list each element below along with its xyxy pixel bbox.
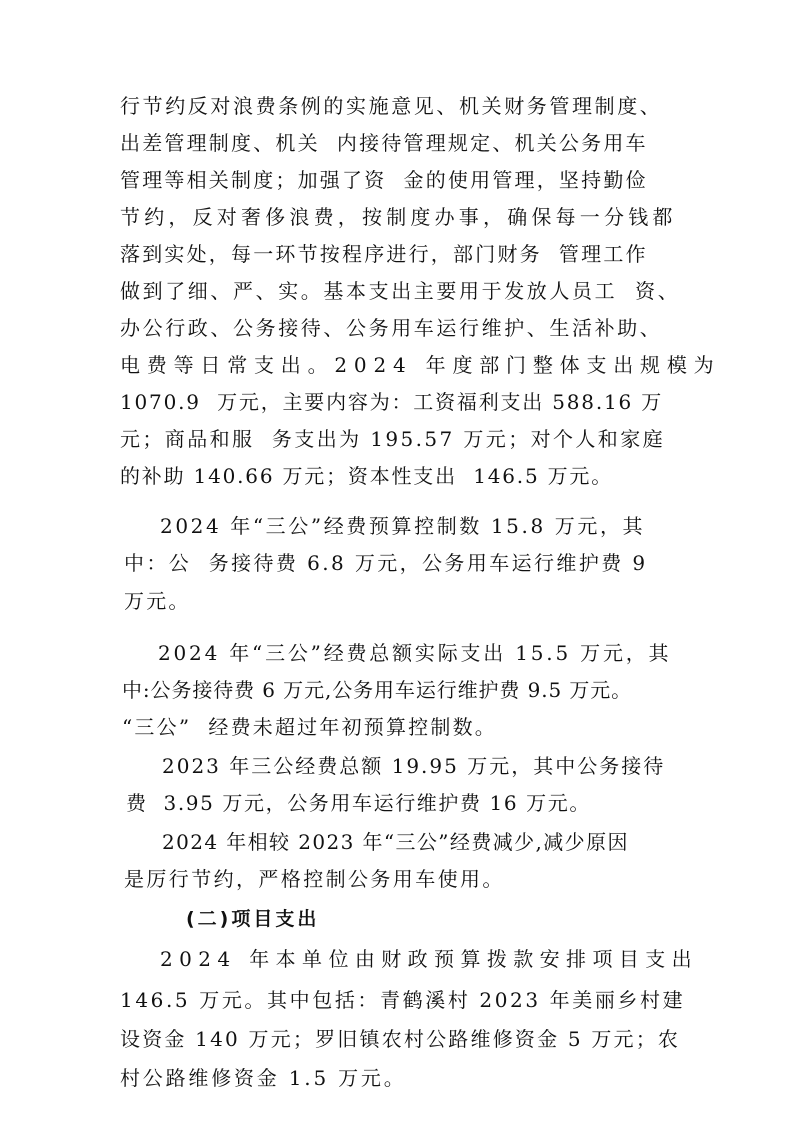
paragraph-1-line-11: 的补助 140.66 万元；资本性支出 146.5 万元。 xyxy=(120,464,614,488)
paragraph-4-line-2: 费 3.95 万元，公务用车运行维护费 16 万元。 xyxy=(126,791,591,815)
paragraph-1-line-10: 元；商品和服 务支出为 195.57 万元；对个人和家庭 xyxy=(120,427,666,451)
paragraph-5-line-1: 2024 年相较 2023 年“三公”经费减少,减少原因 xyxy=(162,830,629,854)
paragraph-1-line-7: 办公行政、公务接待、公务用车运行维护、生活补助、 xyxy=(120,316,663,340)
paragraph-4-line-1: 2023 年三公经费总额 19.95 万元，其中公务接待 xyxy=(162,754,666,778)
paragraph-6-line-4: 村公路维修资金 1.5 万元。 xyxy=(120,1066,407,1090)
paragraph-2-line-3: 万元。 xyxy=(124,589,191,613)
paragraph-2-line-2: 中：公 务接待费 6.8 万元，公务用车运行维护费 9 xyxy=(124,551,648,575)
paragraph-1-line-3: 管理等相关制度；加强了资 金的使用管理，坚持勤俭 xyxy=(120,168,648,192)
section-heading: (二)项目支出 xyxy=(186,908,320,930)
paragraph-6-line-3: 设资金 140 万元；罗旧镇农村公路维修资金 5 万元；农 xyxy=(120,1027,681,1051)
paragraph-1-line-1: 行节约反对浪费条例的实施意见、机关财务管理制度、 xyxy=(120,94,663,118)
paragraph-2-line-1: 2024 年“三公”经费预算控制数 15.8 万元，其 xyxy=(160,514,646,538)
paragraph-5-line-2: 是厉行节约，严格控制公务用车使用。 xyxy=(124,867,505,891)
paragraph-1-line-6: 做到了细、严、实。基本支出主要用于发放人员工 资、 xyxy=(120,279,681,303)
paragraph-1-line-2: 出差管理制度、机关 内接待管理规定、机关公务用车 xyxy=(120,131,648,155)
paragraph-6-line-1: 2024 年本单位由财政预算拨款安排项目支出 xyxy=(160,947,699,971)
paragraph-3-line-1: 2024 年“三公”经费总额实际支出 15.5 万元，其 xyxy=(158,641,672,665)
paragraph-1-line-9: 1070.9 万元，主要内容为：工资福利支出 588.16 万 xyxy=(120,390,663,414)
paragraph-3-line-3: “三公” 经费未超过年初预算控制数。 xyxy=(122,715,497,739)
paragraph-1-line-8: 电费等日常支出。2024 年度部门整体支出规模为 xyxy=(120,353,721,377)
paragraph-1-line-4: 节约，反对奢侈浪费，按制度办事，确保每一分钱都 xyxy=(120,205,677,229)
paragraph-3-line-2: 中:公务接待费 6 万元,公务用车运行维护费 9.5 万元。 xyxy=(122,678,633,702)
paragraph-1-line-5: 落到实处，每一环节按程序进行，部门财务 管理工作 xyxy=(120,242,648,266)
paragraph-6-line-2: 146.5 万元。其中包括：青鹤溪村 2023 年美丽乡村建 xyxy=(120,988,686,1012)
